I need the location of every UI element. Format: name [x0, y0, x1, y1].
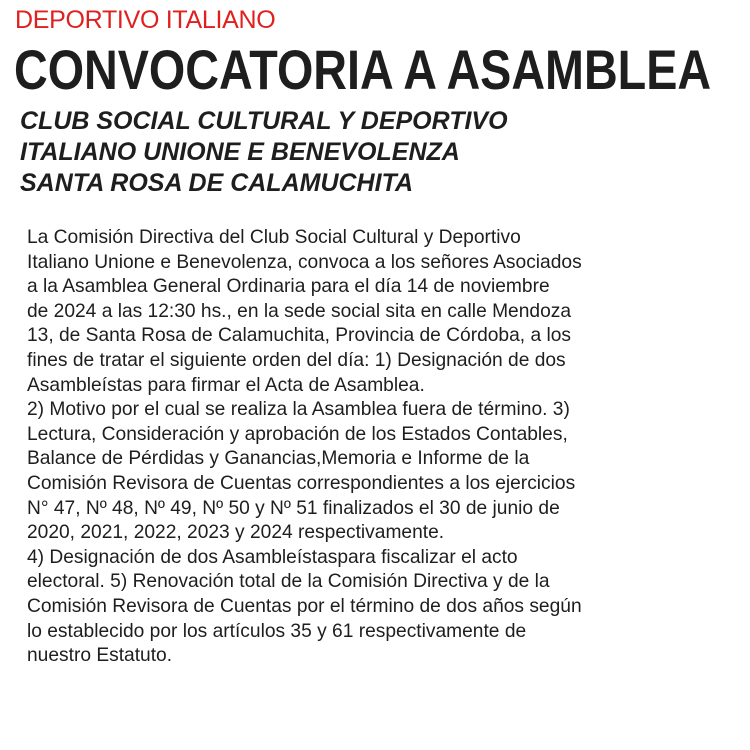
body-line: nuestro Estatuto. — [27, 645, 173, 667]
section-label: DEPORTIVO ITALIANO — [15, 6, 276, 34]
subhead-line: SANTA ROSA DE CALAMUCHITA — [20, 169, 414, 197]
club-name-subhead — [20, 106, 508, 199]
body-line: de 2024 a las 12:30 hs., en la sede social sita en calle Mendoza — [27, 300, 572, 322]
body-line: 13, de Santa Rosa de Calamuchita, Provincia de Córdoba, a los — [27, 325, 571, 347]
body-line: Italiano Unione e Benevolenza, convoca a los señores Asociados — [27, 251, 582, 273]
subhead-line: CLUB SOCIAL CULTURAL Y DEPORTIVO — [20, 107, 508, 135]
notice-body — [27, 226, 742, 669]
body-line: 4) Designación de dos Asambleístaspara fiscalizar el acto — [27, 546, 518, 568]
body-line: 2020, 2021, 2022, 2023 y 2024 respectivamente. — [27, 522, 445, 544]
body-line: lo establecido por los artículos 35 y 61 respectivamente de — [27, 620, 527, 642]
page-title: CONVOCATORIA A ASAMBLEA — [14, 38, 712, 101]
body-line: Comisión Revisora de Cuentas correspondientes a los ejercicios — [27, 472, 576, 494]
body-line: a la Asamblea General Ordinaria para el día 14 de noviembre — [27, 276, 550, 298]
body-line: N° 47, Nº 48, Nº 49, Nº 50 y Nº 51 finalizados el 30 de junio de — [27, 497, 560, 519]
body-line: 2) Motivo por el cual se realiza la Asamblea fuera de término. 3) — [27, 399, 570, 421]
subhead-line: ITALIANO UNIONE E BENEVOLENZA — [20, 138, 460, 166]
body-line: Balance de Pérdidas y Ganancias,Memoria e Informe de la — [27, 448, 530, 470]
body-line: Asambleístas para firmar el Acta de Asamblea. — [27, 374, 425, 396]
body-line: Comisión Revisora de Cuentas por el término de dos años según — [27, 595, 582, 617]
body-line: La Comisión Directiva del Club Social Cultural y Deportivo — [27, 227, 521, 248]
body-line: Lectura, Consideración y aprobación de los Estados Contables, — [27, 423, 568, 445]
body-line: fines de tratar el siguiente orden del día: 1) Designación de dos — [27, 349, 566, 371]
body-line: electoral. 5) Renovación total de la Comisión Directiva y de la — [27, 571, 550, 593]
